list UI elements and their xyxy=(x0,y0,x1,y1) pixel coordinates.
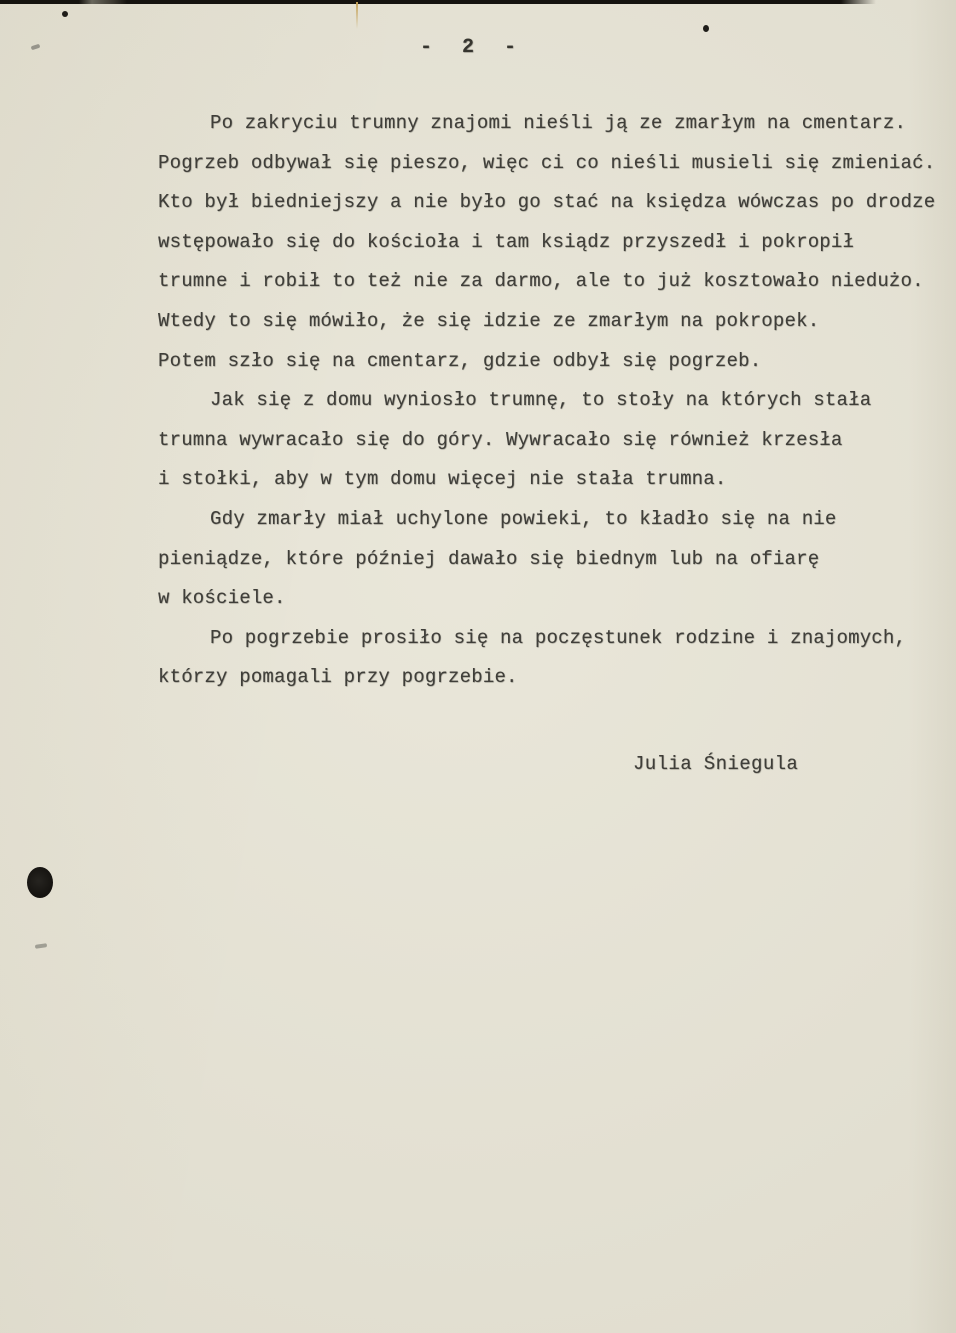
text-line: wstępowało się do kościoła i tam ksiądz przyszedł i pokropił xyxy=(158,230,855,253)
ink-speck xyxy=(62,11,68,17)
typewritten-body xyxy=(158,104,956,698)
text-line: w kościele. xyxy=(158,587,286,610)
pencil-smudge xyxy=(35,943,47,949)
text-line: Gdy zmarły miał uchylone powieki, to kładło się na nie xyxy=(210,507,837,530)
text-line: Po pogrzebie prosiło się na poczęstunek rodzine i znajomych, xyxy=(210,626,907,649)
pencil-smudge xyxy=(31,44,41,51)
punch-hole-mark xyxy=(27,867,53,898)
text-line: Po zakryciu trumny znajomi nieśli ją ze zmarłym na cmentarz. xyxy=(210,112,907,134)
signature: Julia Śniegula xyxy=(633,753,799,775)
text-line: Kto był biedniejszy a nie było go stać na księdza wówczas po drodze xyxy=(158,191,936,214)
text-line: pieniądze, które później dawało się biednym lub na ofiarę xyxy=(158,547,820,570)
paper-fiber-mark xyxy=(356,2,358,29)
ink-speck xyxy=(703,25,709,32)
paragraph xyxy=(158,104,956,381)
text-line: Pogrzeb odbywał się pieszo, więc ci co nieśli musieli się zmieniać. xyxy=(158,151,936,174)
text-line: trumna wywracało się do góry. Wywracało się również krzesła xyxy=(158,428,843,451)
text-line: i stołki, aby w tym domu więcej nie stała trumna. xyxy=(158,468,727,491)
paragraph xyxy=(158,500,956,619)
page-number: - 2 - xyxy=(420,36,526,59)
scan-edge-artifact xyxy=(0,0,876,4)
text-line: Potem szło się na cmentarz, gdzie odbył się pogrzeb. xyxy=(158,349,762,372)
text-line: Jak się z domu wyniosło trumnę, to stoły na których stała xyxy=(210,389,872,412)
text-line: którzy pomagali przy pogrzebie. xyxy=(158,666,518,689)
text-line: Wtedy to się mówiło, że się idzie ze zmarłym na pokropek. xyxy=(158,309,820,332)
paragraph xyxy=(158,381,956,500)
paragraph xyxy=(158,619,956,698)
text-line: trumne i robił to też nie za darmo, ale to już kosztowało niedużo. xyxy=(158,270,924,293)
